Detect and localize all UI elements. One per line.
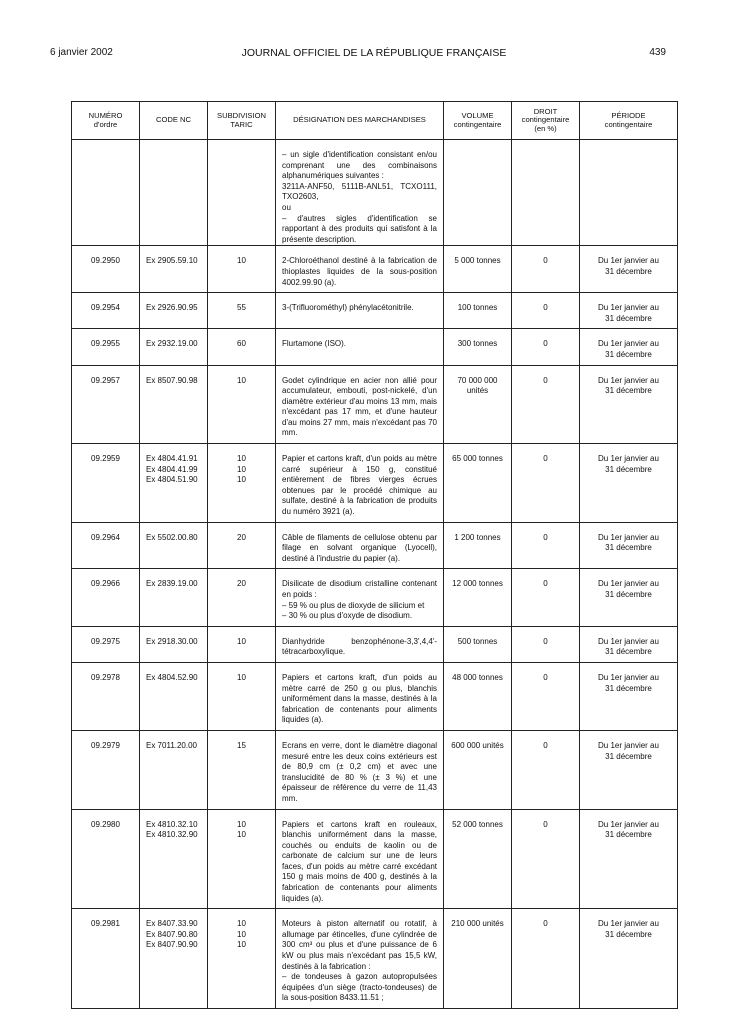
designation-text: 3-(Trifluorométhyl) phénylacétonitrile.	[282, 303, 414, 313]
periode-cell	[580, 730, 678, 809]
designation-cell	[276, 662, 444, 730]
cell-text-line: Du 1er janvier au	[598, 819, 659, 829]
cell-text-line: 10	[237, 464, 246, 474]
header-text-line: contingentaire	[604, 119, 653, 129]
numero-ordre: 09.2955	[91, 339, 120, 349]
cell-text-line: 10	[237, 256, 246, 266]
cell-text-line: 48 000 tonnes	[452, 672, 503, 682]
cell-text-line: Ex 4804.51.90	[146, 475, 198, 485]
designation-text: Papier et cartons kraft, d'un poids au mètre carré supérieur à 150 g, constitué entièrement de fibres vierges écrues obtenues par le procédé chimique au sulfate, destiné à la fabrication de produits du numéro 3921 (a).	[282, 454, 437, 517]
subdivision-taric-cell	[208, 293, 276, 329]
droit-cell	[512, 626, 580, 662]
cell-text-line: 31 décembre	[605, 683, 652, 693]
quota-table	[71, 101, 678, 1009]
subdivision-taric-cell	[208, 662, 276, 730]
numero-ordre: 09.2980	[91, 819, 120, 829]
volume-cell	[444, 140, 512, 246]
droit-value: 0	[543, 454, 548, 464]
table-row	[72, 809, 678, 909]
table-row	[72, 365, 678, 444]
numero-ordre: 09.2959	[91, 454, 120, 464]
numero-ordre: 09.2979	[91, 740, 120, 750]
cell-text-line: 10	[237, 940, 246, 950]
table-header-row	[72, 102, 678, 140]
numero-ordre-cell	[72, 140, 140, 246]
subdivision-taric-cell	[208, 909, 276, 1009]
periode-cell	[580, 329, 678, 365]
volume-cell	[444, 444, 512, 523]
designation-cell	[276, 730, 444, 809]
header-text-line: TARIC	[230, 119, 253, 129]
col-numero-ordre-header	[72, 102, 140, 140]
periode-cell	[580, 809, 678, 909]
quota-table-container	[71, 101, 677, 1009]
numero-ordre-cell	[72, 730, 140, 809]
cell-text-line: 10	[237, 830, 246, 840]
cell-text-line: Ex 2839.19.00	[146, 579, 198, 589]
subdivision-taric-cell	[208, 246, 276, 293]
cell-text-line: 31 décembre	[605, 386, 652, 396]
cell-text-line: 300 tonnes	[457, 339, 498, 349]
table-row	[72, 730, 678, 809]
cell-text-line: 20	[237, 532, 246, 542]
numero-ordre-cell	[72, 809, 140, 909]
designation-text: Papiers et cartons kraft, d'un poids au mètre carré de 250 g ou plus, blanchis uniformément dans la masse, destinés à la fabrication de contenants pour aliments liquides (a).	[282, 672, 437, 725]
cell-text-line: 31 décembre	[605, 349, 652, 359]
subdivision-taric-cell	[208, 730, 276, 809]
code-nc-cell	[140, 809, 208, 909]
numero-ordre: 09.2978	[91, 672, 120, 682]
droit-cell	[512, 365, 580, 444]
droit-value: 0	[543, 579, 548, 589]
table-row	[72, 569, 678, 626]
volume-cell	[444, 329, 512, 365]
designation-cell	[276, 569, 444, 626]
header-text-line: SUBDIVISION	[217, 111, 266, 120]
table-row	[72, 626, 678, 662]
numero-ordre-cell	[72, 246, 140, 293]
designation-text: Ecrans en verre, dont le diamètre diagonal mesuré entre les deux coins extérieurs est de 80,9 cm (± 0,2 cm) et avec une translucidité de 80 % (± 3 %) et une épaisseur de référence du verre de 11,43 mm.	[282, 740, 437, 803]
volume-cell	[444, 365, 512, 444]
cell-text-line: Ex 8407.90.80	[146, 929, 198, 939]
periode-cell	[580, 293, 678, 329]
cell-text-line: Ex 2905.59.10	[146, 256, 198, 266]
header-text-line: contingentaire	[453, 119, 502, 129]
table-row	[72, 293, 678, 329]
cell-text-line: 10	[237, 672, 246, 682]
cell-text-line: Du 1er janvier au	[598, 339, 659, 349]
cell-text-line: Ex 4810.32.10	[146, 819, 198, 829]
col-periode-header	[580, 102, 678, 140]
volume-cell	[444, 522, 512, 569]
cell-text-line: 12 000 tonnes	[452, 579, 503, 589]
volume-cell	[444, 809, 512, 909]
designation-text: 3211A-ANF50, 5111B-ANL51, TCXO111, TXO2603,	[282, 181, 437, 202]
subdivision-taric-cell	[208, 365, 276, 444]
volume-cell	[444, 730, 512, 809]
droit-cell	[512, 662, 580, 730]
cell-text-line: 20	[237, 579, 246, 589]
cell-text-line: Ex 2932.19.00	[146, 339, 198, 349]
cell-text-line: Ex 2926.90.95	[146, 303, 198, 313]
header-date: 6 janvier 2002	[50, 47, 113, 58]
cell-text-line: 10	[237, 454, 246, 464]
cell-text-line: 31 décembre	[605, 543, 652, 553]
code-nc-cell	[140, 140, 208, 246]
designation-cell	[276, 140, 444, 246]
droit-value: 0	[543, 672, 548, 682]
designation-text: Moteurs à piston alternatif ou rotatif, à allumage par étincelles, d'une cylindrée de 300 cm³ ou plus et d'une puissance de 6 kW ou plus mais n'excédant pas 15,5 kW, destinés à la fabrication :	[282, 919, 437, 971]
cell-text-line: 31 décembre	[605, 647, 652, 657]
cell-text-line: Du 1er janvier au	[598, 303, 659, 313]
droit-value: 0	[543, 919, 548, 929]
table-body	[72, 140, 678, 1009]
table-row	[72, 522, 678, 569]
numero-ordre: 09.2954	[91, 303, 120, 313]
droit-value: 0	[543, 303, 548, 313]
droit-value: 0	[543, 819, 548, 829]
subdivision-taric-cell	[208, 140, 276, 246]
volume-cell	[444, 662, 512, 730]
numero-ordre-cell	[72, 569, 140, 626]
cell-text-line: 10	[237, 929, 246, 939]
cell-text-line: Du 1er janvier au	[598, 256, 659, 266]
droit-value: 0	[543, 375, 548, 385]
droit-value: 0	[543, 256, 548, 266]
periode-cell	[580, 569, 678, 626]
droit-cell	[512, 909, 580, 1009]
droit-cell	[512, 444, 580, 523]
code-nc-cell	[140, 522, 208, 569]
subdivision-taric-cell	[208, 569, 276, 626]
subdivision-taric-cell	[208, 329, 276, 365]
table-row	[72, 329, 678, 365]
cell-text-line: 65 000 tonnes	[452, 454, 503, 464]
table-row	[72, 662, 678, 730]
droit-cell	[512, 730, 580, 809]
periode-cell	[580, 662, 678, 730]
cell-text-line: 600 000 unités	[451, 740, 504, 750]
cell-text-line: Du 1er janvier au	[598, 579, 659, 589]
numero-ordre: 09.2950	[91, 256, 120, 266]
periode-cell	[580, 365, 678, 444]
header-text-line: contingentaire	[521, 115, 570, 125]
header-text-line: VOLUME	[461, 111, 494, 120]
periode-cell	[580, 522, 678, 569]
cell-text-line: 55	[237, 303, 246, 313]
cell-text-line: Du 1er janvier au	[598, 636, 659, 646]
periode-cell	[580, 140, 678, 246]
subdivision-taric-cell	[208, 809, 276, 909]
droit-cell	[512, 569, 580, 626]
col-droit-header	[512, 102, 580, 140]
cell-text-line: 5 000 tonnes	[454, 256, 501, 266]
cell-text-line: 31 décembre	[605, 266, 652, 276]
cell-text-line: Du 1er janvier au	[598, 919, 659, 929]
numero-ordre-cell	[72, 909, 140, 1009]
cell-text-line: Ex 2918.30.00	[146, 636, 198, 646]
code-nc-cell	[140, 246, 208, 293]
numero-ordre-cell	[72, 522, 140, 569]
cell-text-line: 31 décembre	[605, 464, 652, 474]
cell-text-line: 10	[237, 919, 246, 929]
code-nc-cell	[140, 626, 208, 662]
cell-text-line: 210 000 unités	[451, 919, 504, 929]
cell-text-line: Du 1er janvier au	[598, 672, 659, 682]
designation-cell	[276, 626, 444, 662]
cell-text-line: 10	[237, 819, 246, 829]
droit-cell	[512, 246, 580, 293]
cell-text-line: Ex 8407.33.90	[146, 919, 198, 929]
cell-text-line: 31 décembre	[605, 830, 652, 840]
designation-cell	[276, 293, 444, 329]
cell-text-line: Ex 8407.90.90	[146, 940, 198, 950]
designation-cell	[276, 444, 444, 523]
cell-text-line: 60	[237, 339, 246, 349]
numero-ordre-cell	[72, 626, 140, 662]
designation-text: Papiers et cartons kraft en rouleaux, blanchis uniformément dans la masse, couchés ou enduits de kaolin ou de carbonate de calcium sur une de leurs faces, d'un poids au mètre carré excédant 150 g mais moins de 400 g, destinés à la fabrication de contenants pour aliments liquides (a).	[282, 819, 437, 903]
header-text-line: PÉRIODE	[611, 111, 646, 120]
designation-cell	[276, 809, 444, 909]
subdivision-taric-cell	[208, 522, 276, 569]
header-text-line: CODE NC	[155, 115, 192, 125]
cell-text-line: 31 décembre	[605, 751, 652, 761]
volume-cell	[444, 246, 512, 293]
periode-cell	[580, 909, 678, 1009]
cell-text-line: 15	[237, 740, 246, 750]
droit-value: 0	[543, 740, 548, 750]
numero-ordre: 09.2975	[91, 636, 120, 646]
volume-cell	[444, 909, 512, 1009]
table-row	[72, 246, 678, 293]
header-text-line: DROIT	[533, 106, 558, 116]
cell-text-line: 31 décembre	[605, 929, 652, 939]
designation-cell	[276, 522, 444, 569]
numero-ordre-cell	[72, 365, 140, 444]
designation-text: – de tondeuses à gazon autopropulsées équipées d'un siège (tracto-tondeuses) de la sous-position 8433.11.51 ;	[282, 972, 437, 1003]
designation-text: Flurtamone (ISO).	[282, 339, 347, 349]
cell-text-line: Ex 4804.41.91	[146, 454, 198, 464]
cell-text-line: Ex 8507.90.98	[146, 375, 198, 385]
designation-text: – un sigle d'identification consistant en/ou comprenant une des combinaisons alphanumériques suivantes :	[282, 150, 437, 181]
code-nc-cell	[140, 293, 208, 329]
cell-text-line: unités	[466, 386, 489, 396]
droit-value: 0	[543, 532, 548, 542]
designation-text: Dianhydride benzophénone-3,3',4,4'-tétracarboxylique.	[282, 636, 437, 657]
cell-text-line: Ex 7011.20.00	[146, 740, 198, 750]
designation-cell	[276, 329, 444, 365]
col-code-nc-header	[140, 102, 208, 140]
cell-text-line: 31 décembre	[605, 590, 652, 599]
numero-ordre-cell	[72, 293, 140, 329]
cell-text-line: 10	[237, 475, 246, 485]
volume-cell	[444, 293, 512, 329]
designation-cell	[276, 246, 444, 293]
designation-text: Godet cylindrique en acier non allié pour accumulateur, embouti, post-nickelé, d'un diamètre extérieur d'au moins 13 mm, mais n'excédant pas 17 mm, et d'une hauteur d'au moins 27 mm, mais n'excédant pas 70 mm.	[282, 375, 437, 438]
cell-text-line: Du 1er janvier au	[598, 740, 659, 750]
designation-text: Câble de filaments de cellulose obtenu par filage en solvant organique (Lyocell), destiné à l'industrie du papier (a).	[282, 532, 437, 563]
periode-cell	[580, 246, 678, 293]
droit-cell	[512, 809, 580, 909]
col-volume-header	[444, 102, 512, 140]
droit-cell	[512, 329, 580, 365]
header-page-number: 439	[649, 47, 666, 58]
code-nc-cell	[140, 329, 208, 365]
numero-ordre: 09.2981	[91, 919, 120, 929]
cell-text-line: Ex 4804.41.99	[146, 464, 198, 474]
volume-cell	[444, 569, 512, 626]
designation-text: Disilicate de disodium cristalline contenant en poids :	[282, 579, 437, 599]
cell-text-line: 1 200 tonnes	[454, 532, 501, 542]
numero-ordre: 09.2966	[91, 579, 120, 589]
table-row	[72, 140, 678, 246]
header-text-line: d'ordre	[93, 119, 118, 129]
cell-text-line: 10	[237, 375, 246, 385]
cell-text-line: 52 000 tonnes	[452, 819, 503, 829]
designation-text: – 30 % ou plus d'oxyde de disodium.	[282, 611, 413, 621]
cell-text-line: Ex 4804.52.90	[146, 672, 198, 682]
droit-cell	[512, 140, 580, 246]
header-text-line: NUMÉRO	[88, 111, 123, 120]
cell-text-line: 10	[237, 636, 246, 646]
code-nc-cell	[140, 730, 208, 809]
code-nc-cell	[140, 909, 208, 1009]
col-subdivision-taric-header	[208, 102, 276, 140]
numero-ordre-cell	[72, 329, 140, 365]
cell-text-line: Ex 5502.00.80	[146, 532, 198, 542]
designation-text: ou	[282, 202, 291, 212]
designation-cell	[276, 365, 444, 444]
col-designation-header	[276, 102, 444, 140]
subdivision-taric-cell	[208, 444, 276, 523]
designation-text: 2-Chloroéthanol destiné à la fabrication de thioplastes liquides de la sous-position 4002.99.90 (a).	[282, 256, 437, 287]
numero-ordre-cell	[72, 662, 140, 730]
table-row	[72, 909, 678, 1009]
cell-text-line: Du 1er janvier au	[598, 532, 659, 542]
table-row	[72, 444, 678, 523]
code-nc-cell	[140, 444, 208, 523]
header-text-line: DÉSIGNATION DES MARCHANDISES	[293, 115, 426, 125]
cell-text-line: 100 tonnes	[457, 303, 498, 313]
cell-text-line: 70 000 000	[457, 375, 498, 385]
designation-text: – d'autres sigles d'identification se rapportant à des produits qui satisfont à la présente description.	[282, 213, 437, 244]
cell-text-line: Du 1er janvier au	[598, 454, 659, 464]
designation-text: – 59 % ou plus de dioxyde de silicium et	[282, 600, 425, 610]
droit-cell	[512, 293, 580, 329]
header-journal-title: JOURNAL OFFICIEL DE LA RÉPUBLIQUE FRANÇAISE	[241, 47, 507, 59]
numero-ordre: 09.2957	[91, 375, 120, 385]
numero-ordre-cell	[72, 444, 140, 523]
volume-cell	[444, 626, 512, 662]
periode-cell	[580, 626, 678, 662]
code-nc-cell	[140, 365, 208, 444]
cell-text-line: 31 décembre	[605, 313, 652, 323]
subdivision-taric-cell	[208, 626, 276, 662]
cell-text-line: Ex 4810.32.90	[146, 830, 198, 840]
designation-cell	[276, 909, 444, 1009]
header-text-line: (en %)	[534, 123, 557, 133]
numero-ordre: 09.2964	[91, 532, 120, 542]
periode-cell	[580, 444, 678, 523]
code-nc-cell	[140, 662, 208, 730]
cell-text-line: Du 1er janvier au	[598, 375, 659, 385]
code-nc-cell	[140, 569, 208, 626]
droit-value: 0	[543, 339, 548, 349]
cell-text-line: 500 tonnes	[457, 636, 498, 646]
droit-cell	[512, 522, 580, 569]
droit-value: 0	[543, 636, 548, 646]
